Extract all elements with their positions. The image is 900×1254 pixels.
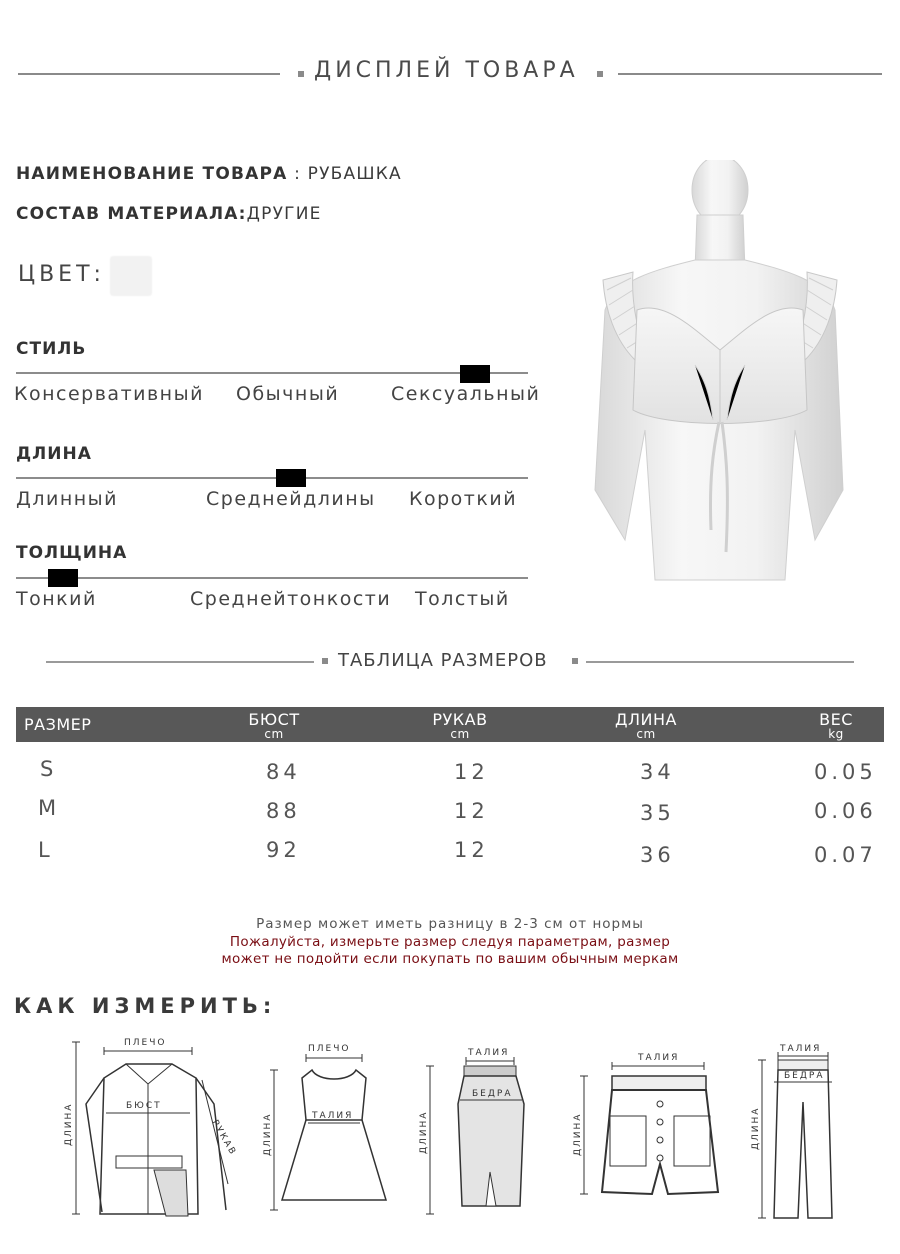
cell-bust-s: 84 [266,760,301,784]
cell-bust-m: 88 [266,799,301,823]
product-material-value: ДРУГИЕ [246,204,322,224]
product-material-label: СОСТАВ МАТЕРИАЛА: [16,204,247,224]
dress-waist-label: ТАЛИЯ [312,1111,354,1121]
scale-label-length-2: Среднейдлины [206,488,376,510]
measure-warning-line-1: Пожалуйста, измерьте размер следуя параметрам, размер [229,934,671,950]
scale-label-thickness-2: Среднейтонкости [190,588,392,610]
scale-title-thickness: ТОЛЩИНА [16,543,128,563]
cell-weight-m: 0.06 [814,799,877,823]
cell-bust-l: 92 [266,838,301,862]
product-material-row [16,204,322,224]
scale-line-length [16,477,528,479]
cell-length-l: 36 [640,843,675,867]
scale-marker-length [276,469,306,487]
size-title-line-left [46,661,314,663]
measure-warning-line-2: может не подойти если покупать по вашим обычным меркам [221,951,679,967]
header-square-right [597,71,603,77]
cell-size-l: L [38,838,54,862]
size-title-line-right [586,661,854,663]
dress-measure-figure [262,1040,402,1220]
shorts-measure-figure [572,1044,732,1204]
jacket-shoulder-label: ПЛЕЧО [124,1038,167,1048]
shorts-length-label: ДЛИНА [573,1112,583,1156]
jacket-length-label: ДЛИНА [64,1102,74,1146]
cell-weight-l: 0.07 [814,843,877,867]
cell-length-s: 34 [640,760,675,784]
page-title: ДИСПЛЕЙ ТОВАРА [314,58,579,83]
scale-title-length: ДЛИНА [16,444,92,464]
size-table-title: ТАБЛИЦА РАЗМЕРОВ [338,650,548,671]
dress-shoulder-label: ПЛЕЧО [308,1044,351,1054]
scale-label-style-3: Сексуальный [391,383,541,405]
size-table-header [16,707,884,742]
product-color-label: ЦВЕТ: [18,262,105,287]
scale-title-style: СТИЛЬ [16,339,87,359]
size-title-square-right [572,658,578,664]
skirt-hips-label: БЕДРА [472,1089,513,1099]
how-to-measure-title: КАК ИЗМЕРИТЬ: [14,994,277,1018]
header-line-left [18,73,280,75]
jacket-bust-label: БЮСТ [126,1101,162,1111]
cell-size-m: M [38,796,61,820]
header-line-right [618,73,882,75]
measure-warning [0,934,900,968]
jacket-measure-figure [56,1034,246,1224]
cell-length-m: 35 [640,801,675,825]
product-name-row [16,164,402,184]
col-length: ДЛИНА cm [615,710,677,741]
cell-sleeve-l: 12 [454,838,489,862]
jacket-sleeve-label: РУКАВ [209,1118,238,1158]
scale-marker-thickness [48,569,78,587]
scale-marker-style [460,365,490,383]
cell-size-s: S [40,757,58,781]
scale-label-style-1: Консервативный [14,383,204,405]
pants-hips-label: БЕДРА [784,1071,825,1081]
size-title-square-left [322,658,328,664]
skirt-length-label: ДЛИНА [419,1110,429,1154]
col-bust: БЮСТ cm [248,710,300,741]
cell-weight-s: 0.05 [814,760,877,784]
col-size: РАЗМЕР [24,715,92,734]
header-square-left [298,71,304,77]
skirt-waist-label: ТАЛИЯ [468,1048,510,1058]
pants-length-label: ДЛИНА [751,1106,761,1150]
scale-label-thickness-1: Тонкий [16,588,97,610]
shorts-waist-label: ТАЛИЯ [638,1053,680,1063]
dress-length-label: ДЛИНА [263,1112,273,1156]
pants-measure-figure [750,1040,850,1225]
cell-sleeve-s: 12 [454,760,489,784]
color-swatch [110,256,152,296]
product-photo [585,160,855,608]
scale-label-length-1: Длинный [16,488,119,510]
col-weight: ВЕС kg [819,710,853,741]
skirt-measure-figure [416,1044,546,1224]
scale-line-style [16,372,528,374]
scale-label-style-2: Обычный [236,383,340,405]
scale-label-thickness-3: Толстый [415,588,510,610]
product-name-label: НАИМЕНОВАНИЕ ТОВАРА [16,164,288,184]
pants-waist-label: ТАЛИЯ [780,1044,822,1054]
size-deviation-note: Размер может иметь разницу в 2-3 см от нормы [256,916,644,932]
cell-sleeve-m: 12 [454,799,489,823]
product-name-value: : РУБАШКА [294,164,402,184]
col-sleeve: РУКАВ cm [432,710,488,741]
scale-line-thickness [16,577,528,579]
scale-label-length-3: Короткий [409,488,518,510]
